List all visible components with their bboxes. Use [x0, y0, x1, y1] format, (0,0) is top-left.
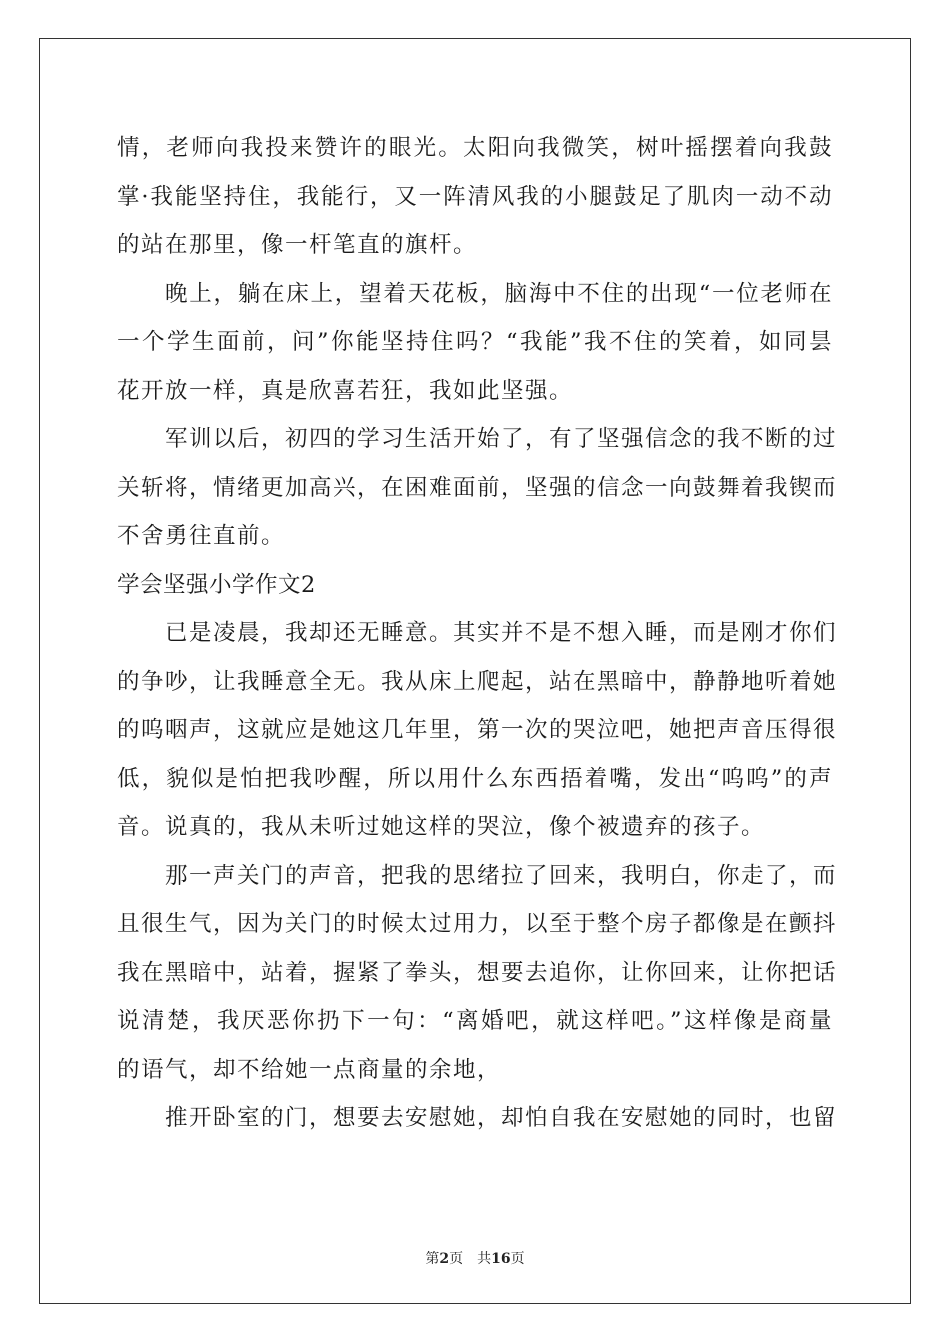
text-line: 晚上，躺在床上，望着天花板，脑海中不住的出现“一位老师在: [165, 280, 833, 307]
text-line: 且很生气，因为关门的时候太过用力，以至于整个房子都像是在颤抖: [117, 911, 838, 937]
text-line: 情，老师向我投来赞许的眼光。太阳向我微笑，树叶摇摆着向我鼓: [117, 135, 833, 161]
text-line: 推开卧室的门，想要去安慰她，却怕自我在安慰她的同时，也留: [165, 1105, 838, 1131]
text-line: 不舍勇往直前。: [117, 523, 286, 549]
text-line: 军训以后，初四的学习生活开始了，有了坚强信念的我不断的过: [165, 426, 838, 452]
text-line: 说清楚，我厌恶你扔下一句：“离婚吧，就这样吧。”这样像是商量: [117, 1008, 833, 1034]
text-line: 低，貌似是怕把我吵醒，所以用什么东西捂着嘴，发出“呜呜”的声: [117, 765, 833, 792]
text-line: 的站在那里，像一杆笔直的旗杆。: [117, 232, 478, 258]
text-line: 的语气，却不给她一点商量的余地，: [117, 1056, 502, 1083]
total-page-count: 16: [491, 1251, 511, 1267]
current-page-number: 2: [439, 1251, 450, 1267]
text-line: 一个学生面前，问”你能坚持住吗？“我能”我不住的笑着，如同昙: [117, 329, 833, 355]
text-line: 的争吵，让我睡意全无。我从床上爬起，站在黑暗中，静静地听着她: [117, 668, 838, 695]
footer-middle: 页 共: [449, 1251, 492, 1267]
page-footer: [0, 1248, 950, 1268]
footer-prefix: 第: [425, 1251, 440, 1267]
document-body: [117, 124, 838, 1143]
text-line: 掌·我能坚持住，我能行，又一阵清风我的小腿鼓足了肌肉一动不动: [117, 183, 833, 210]
text-line: 关斩将，情绪更加高兴，在困难面前，坚强的信念一向鼓舞着我锲而: [117, 474, 838, 501]
text-line: 我在黑暗中，站着，握紧了拳头，想要去追你，让你回来，让你把话: [117, 959, 838, 986]
text-line: 花开放一样，真是欣喜若狂，我如此坚强。: [117, 377, 574, 404]
text-line: 音。说真的，我从未听过她这样的哭泣，像个被遗弃的孩子。: [117, 814, 766, 840]
section-heading: 学会坚强小学作文2: [117, 571, 316, 598]
footer-suffix: 页: [510, 1251, 525, 1267]
text-line: 那一声关门的声音，把我的思绪拉了回来，我明白，你走了，而: [165, 862, 838, 889]
text-line: 已是凌晨，我却还无睡意。其实并不是不想入睡，而是刚才你们: [165, 620, 838, 646]
text-line: 的呜咽声，这就应是她这几年里，第一次的哭泣吧，她把声音压得很: [117, 717, 838, 743]
